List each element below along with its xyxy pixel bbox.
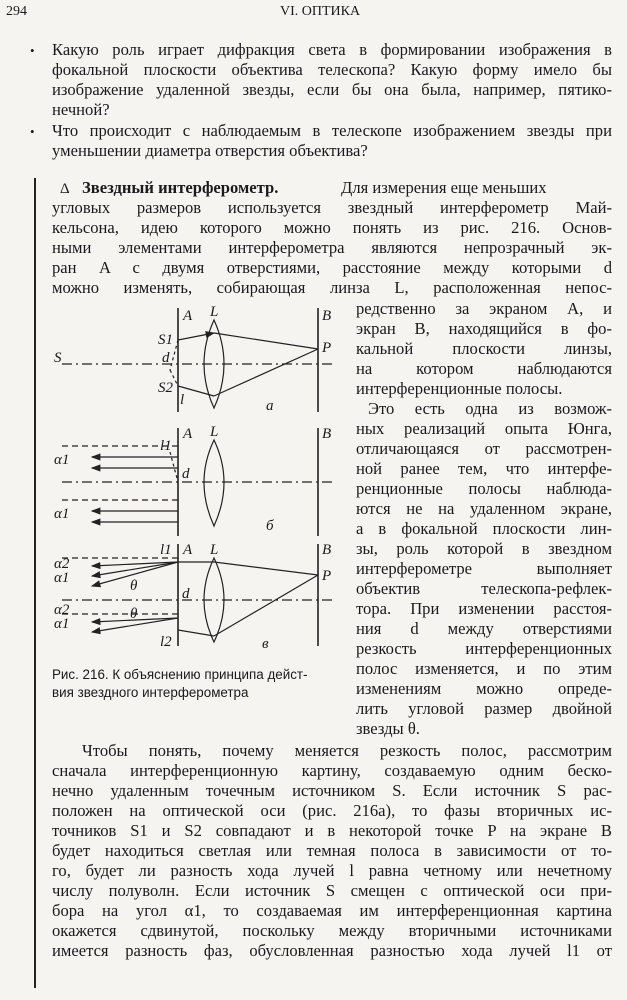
narrow-line: ных реализаций опыта Юнга,: [356, 419, 612, 438]
narrow-line: тора. При изменении расстоя-: [356, 599, 612, 618]
label-d: d: [162, 350, 170, 366]
label-p-c: P: [322, 568, 332, 584]
label-alpha2-b: α2: [54, 602, 70, 618]
label-screen-b-c: B: [322, 542, 332, 558]
label-alpha2: α2: [54, 556, 70, 572]
narrow-line: изменениям можно опреде-: [356, 679, 612, 698]
narrow-line: на котором наблюдаются: [356, 359, 612, 378]
label-d-b: d: [182, 466, 190, 482]
label-alpha1-c: α1: [54, 570, 70, 586]
label-l2: l2: [160, 634, 172, 650]
body-line: ными элементами интерферометра являются непрозрачный эк-: [52, 238, 612, 257]
label-d-c: d: [182, 586, 190, 602]
section-margin-bar: [34, 178, 36, 988]
label-screen-b: B: [322, 308, 332, 324]
label-screen-a-b: A: [183, 426, 193, 442]
section-marker: Δ: [60, 181, 70, 197]
figure-caption-line: Рис. 216. К объяснению принципа дейст-: [52, 667, 308, 682]
label-lens-b: L: [210, 424, 219, 440]
question-1-line: изображение удаленной звезды, если бы она была, например, пятико-: [52, 80, 612, 99]
narrow-line: объектив телескопа-рефлек-: [356, 579, 612, 598]
label-lens: L: [210, 304, 219, 320]
body-line: ран A с двумя отверстиями, расстояние между которыми d: [52, 258, 612, 277]
label-alpha1: α1: [54, 452, 70, 468]
label-alpha1-d: α1: [54, 616, 70, 632]
body-line: точников S1 и S2 совпадают и в некоторой точке P на экране B: [52, 821, 612, 840]
page-number: 294: [6, 4, 27, 19]
label-alpha1-b: α1: [54, 506, 70, 522]
label-screen-a-c: A: [183, 542, 193, 558]
narrow-line: ной ранее тем, что интерфе-: [356, 459, 612, 478]
label-l1-c: l1: [160, 542, 172, 558]
question-1-line: Какую роль играет дифракция света в формировании изображения в: [52, 40, 612, 59]
label-theta: θ: [130, 578, 138, 594]
bullet-2: •: [30, 124, 35, 139]
narrow-line: лить угловой размер двойной: [356, 699, 612, 718]
narrow-line: интерференционные полосы.: [356, 379, 563, 398]
body-line: положен на оптической оси (рис. 216а), то фазы вторичных ис-: [52, 801, 612, 820]
body-line: го, будет ли разность хода лучей l равна четному или нечетному: [52, 861, 612, 880]
body-line: числу полуволн. Если источник S смещен с оптической оси при-: [52, 881, 612, 900]
narrow-line: а в фокальной плоскости лин-: [356, 519, 612, 538]
label-panel-a: а: [266, 398, 274, 414]
narrow-line: ренционные полосы наблюда-: [356, 479, 612, 498]
narrow-line: интерферометре выполняет: [356, 559, 612, 578]
question-1-line: фокальной плоскости объектива телескопа? Какую форму имело бы: [52, 60, 612, 79]
body-line: кельсона, идею которого можно понять из рис. 216. Основ-: [52, 218, 612, 237]
question-1-line: нечной?: [52, 100, 110, 119]
label-theta-b: θ: [130, 606, 138, 622]
label-s2: S2: [158, 380, 173, 396]
label-panel-b: б: [266, 518, 274, 534]
narrow-line: полос изменяется, и по этим: [356, 659, 612, 678]
label-screen-a: A: [183, 308, 193, 324]
label-l: l: [180, 392, 185, 408]
narrow-line: кальной плоскости линзы,: [356, 339, 612, 358]
narrow-line: отличающаяся от рассмотрен-: [356, 439, 612, 458]
label-p: P: [322, 340, 332, 356]
label-s1: S1: [158, 332, 173, 348]
section-title: Звездный интерферометр.: [82, 178, 279, 197]
narrow-line: ются не на удаленном экране,: [356, 499, 612, 518]
narrow-line: экран B, находящийся в фо-: [356, 319, 612, 338]
body-line: окажется сдвинутой, поскольку между вторичными источниками: [52, 921, 612, 940]
body-line: имеется разность фаз, обусловленная разностью хода лучей l1 от: [52, 941, 612, 960]
body-line: можно изменять, собирающая линза L, расположенная непос-: [52, 278, 612, 297]
narrow-line: зы, роль которой в звездном: [356, 539, 612, 558]
section-first-line: Для измерения еще меньших: [341, 178, 547, 197]
narrow-line: звезды θ.: [356, 719, 420, 738]
interferometer-figure: [52, 300, 350, 660]
body-line: сначала интерференционную картину, создаваемую одним беско-: [52, 761, 612, 780]
running-title: VI. ОПТИКА: [280, 4, 361, 19]
question-2-line: Что происходит с наблюдаемым в телескопе изображением звезды при: [52, 121, 612, 140]
label-screen-b-b: B: [322, 426, 332, 442]
body-line: нечно удаленным точечным источником S. Если источник S рас-: [52, 781, 612, 800]
question-2-line: уменьшении диаметра отверстия объектива?: [52, 141, 368, 160]
bullet-1: •: [30, 43, 35, 58]
narrow-line: ния d между отверстиями: [356, 619, 612, 638]
narrow-line: резкость интерференционных: [356, 639, 612, 658]
label-source: S: [54, 350, 62, 366]
narrow-line: Это есть одна из возмож-: [368, 399, 612, 418]
label-panel-c: в: [262, 636, 269, 652]
label-lens-c: L: [210, 542, 219, 558]
narrow-line: редственно за экраном A, и: [356, 299, 612, 318]
body-line: бора на угол α1, то создаваемая им интерференционная картина: [52, 901, 612, 920]
label-l1: l1: [160, 438, 172, 454]
body-line: Чтобы понять, почему меняется резкость полос, рассмотрим: [82, 741, 612, 760]
body-line: угловых размеров используется звездный интерферометр Май-: [52, 198, 612, 217]
figure-caption-line: вия звездного интерферометра: [52, 685, 249, 700]
body-line: будет находиться светлая или темная полоса в зависимости от то-: [52, 841, 612, 860]
